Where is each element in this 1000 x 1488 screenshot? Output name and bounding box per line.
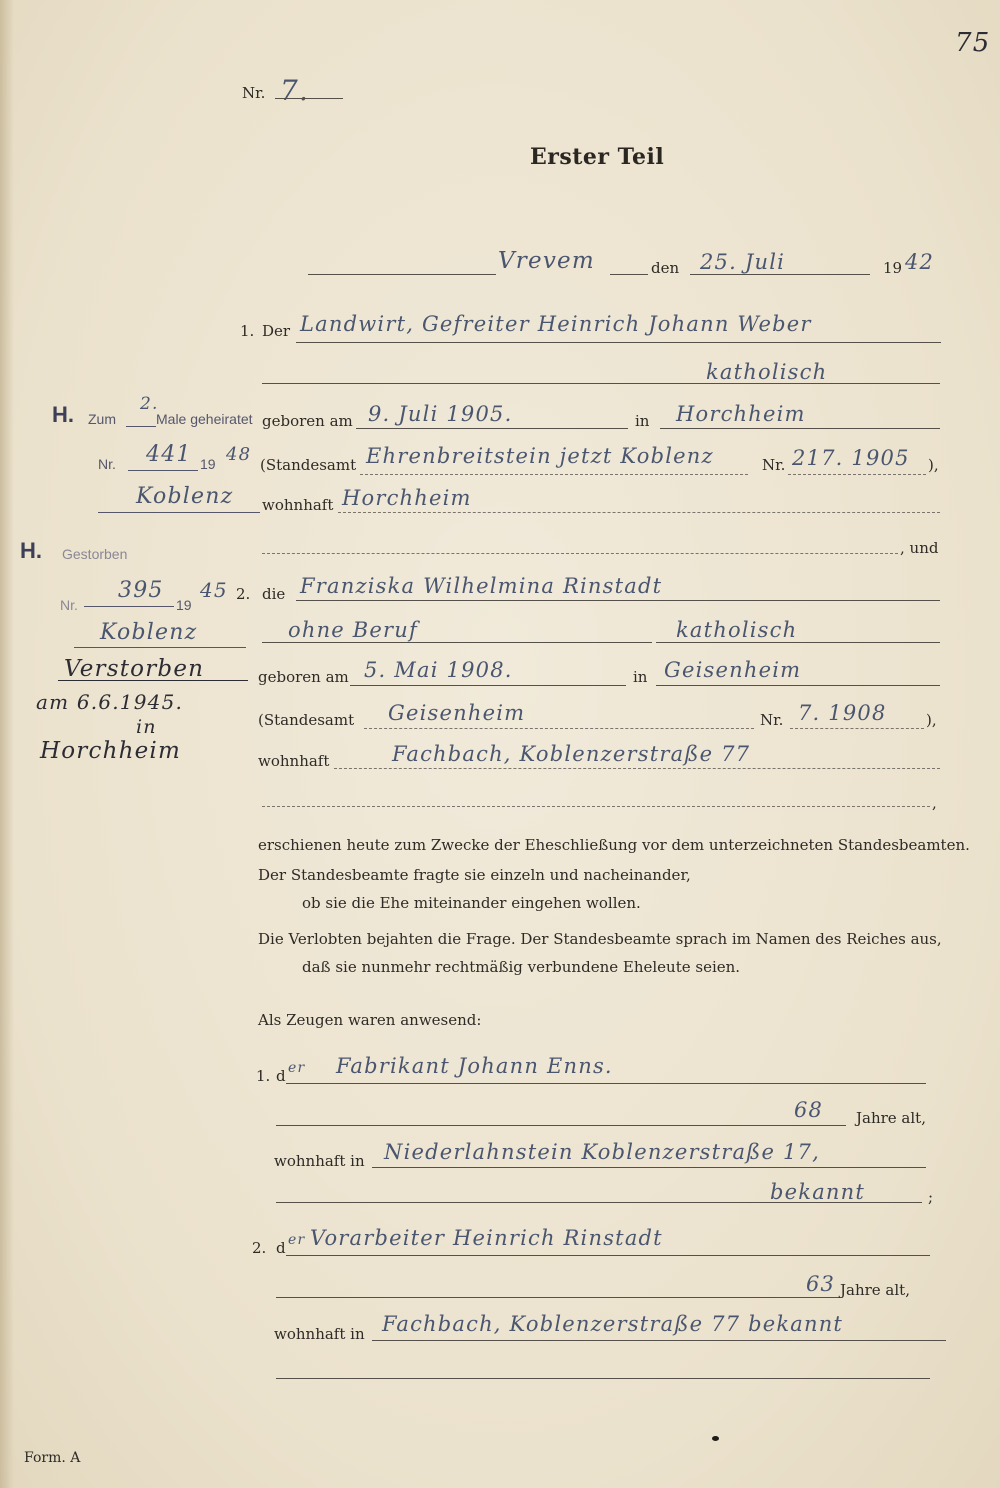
groom-line2-rule-a [262, 383, 702, 384]
groom-number: 1. [240, 322, 255, 340]
date-year: 42 [905, 250, 935, 274]
witness2-article-suffix: er [288, 1232, 306, 1248]
groom-registry-rule [360, 474, 748, 475]
date-den-label: den [651, 259, 680, 277]
body-text-line4: Die Verlobten bejahten die Frage. Der Standesbeamte sprach im Namen des Reiches aus, [258, 930, 942, 948]
witness1-number: 1. [256, 1067, 271, 1085]
groom-name-rule [296, 342, 941, 343]
bride-registry-name: Geisenheim [388, 701, 526, 725]
groom-residence-label: wohnhaft [262, 496, 334, 514]
witness2-residence-label: wohnhaft in [274, 1325, 365, 1343]
groom-religion: katholisch [706, 360, 828, 384]
ink-spot [712, 1436, 719, 1441]
groom-registry-label: (Standesamt [260, 456, 357, 474]
stamp1-count: 2. [140, 394, 159, 414]
stamp1-nr-label: Nr. [98, 456, 116, 472]
groom-blank-rule [262, 553, 898, 554]
bride-name-line: Franziska Wilhelmina Rinstadt [300, 574, 663, 598]
witness2-number: 2. [252, 1239, 267, 1257]
groom-registry-nr-rule [788, 474, 926, 475]
bride-registry-close: ), [926, 711, 937, 729]
bride-registry-rule [364, 728, 754, 729]
bride-blank-rule [262, 806, 930, 807]
record-number-value: 7. [280, 74, 310, 107]
form-label: Form. A [24, 1450, 81, 1466]
groom-residence: Horchheim [342, 486, 472, 510]
stamp1-year-prefix: 19 [200, 456, 216, 472]
stamp1-male: Male geheiratet [156, 411, 253, 427]
bride-registry-nr-rule [790, 728, 924, 729]
bride-in-label: in [633, 668, 648, 686]
bride-born-label: geboren am [258, 668, 349, 686]
bride-line2-rule-a [262, 642, 652, 643]
bride-religion: katholisch [676, 618, 798, 642]
witness1-article: d [276, 1067, 286, 1085]
date-line-day [690, 274, 870, 275]
groom-born-date: 9. Juli 1905. [368, 402, 513, 426]
stamp2-year-prefix: 19 [176, 597, 192, 613]
witness1-age-label: Jahre alt, [856, 1109, 926, 1127]
witness1-age: 68 [794, 1098, 824, 1122]
date-day-month: 25. Juli [700, 250, 786, 274]
witness2-age-rule-a [276, 1297, 806, 1298]
stamp2-nr-label: Nr. [60, 597, 78, 613]
witness1-residence: Niederlahnstein Koblenzerstraße 17, [384, 1140, 820, 1164]
groom-born-rule [356, 428, 628, 429]
stamp1-h: H. [52, 402, 74, 427]
stamp1-zum: Zum [88, 411, 116, 427]
body-text-line3: ob sie die Ehe miteinander eingehen wollen. [302, 894, 641, 912]
bride-residence-label: wohnhaft [258, 752, 330, 770]
witness1-line-end: ; [928, 1188, 934, 1206]
bride-residence-rule [334, 768, 940, 769]
stamp1-nr: 441 [146, 442, 192, 467]
witness2-name-rule [286, 1255, 930, 1256]
death-note-line4: Horchheim [40, 738, 181, 764]
groom-und-label: , und [900, 539, 939, 557]
binding-shadow [0, 0, 14, 1488]
witness2-residence-rule [372, 1340, 946, 1341]
witness2-name: Vorarbeiter Heinrich Rinstadt [310, 1226, 663, 1250]
stamp1-place-rule [98, 512, 260, 513]
body-text-line5: daß sie nunmehr rechtmäßig verbundene Eheleute seien. [302, 958, 741, 976]
bride-registry-nr-label: Nr. [760, 711, 784, 729]
witness1-note-rule-b [766, 1202, 922, 1203]
stamp1-place: Koblenz [136, 484, 234, 509]
witness1-article-suffix: er [288, 1060, 306, 1076]
bride-born-date: 5. Mai 1908. [364, 658, 513, 682]
bride-born-place: Geisenheim [664, 658, 802, 682]
witness1-age-rule-b [790, 1125, 846, 1126]
witness1-name: Fabrikant Johann Enns. [336, 1054, 613, 1078]
witness2-blank-rule [276, 1378, 930, 1379]
groom-registry-name: Ehrenbreitstein jetzt Koblenz [366, 444, 714, 468]
death-note-line1: Verstorben [64, 656, 205, 682]
body-text-line1: erschienen heute zum Zwecke der Eheschließung vor dem unterzeichneten Standesbeamten. [258, 836, 970, 854]
witness2-age: 63 [806, 1272, 836, 1296]
stamp2-gestorben: Gestorben [62, 546, 128, 562]
groom-der-label: Der [262, 322, 291, 340]
witness2-residence: Fachbach, Koblenzerstraße 77 bekannt [382, 1312, 844, 1336]
page-number: 75 [955, 28, 991, 58]
bride-number: 2. [236, 585, 251, 603]
death-note-line2: am 6.6.1945. [36, 690, 184, 714]
record-number-label: Nr. [242, 84, 266, 102]
witness2-age-rule-b [804, 1297, 840, 1298]
groom-registry-nr: 217. 1905 [792, 446, 910, 470]
witness1-residence-rule [372, 1167, 926, 1168]
groom-born-label: geboren am [262, 412, 353, 430]
bride-born-rule [350, 685, 626, 686]
groom-name-line: Landwirt, Gefreiter Heinrich Johann Weber [300, 312, 812, 336]
stamp2-nr: 395 [118, 578, 164, 603]
stamp2-year: 45 [200, 578, 228, 602]
stamp2-nr-rule [84, 606, 174, 607]
witnesses-heading: Als Zeugen waren anwesend: [258, 1011, 482, 1029]
witness2-article: d [276, 1239, 286, 1257]
groom-residence-rule [338, 512, 940, 513]
groom-place-rule [660, 428, 940, 429]
bride-line-end: , [932, 794, 937, 812]
witness1-residence-label: wohnhaft in [274, 1152, 365, 1170]
stamp2-h: H. [20, 538, 42, 563]
date-line-lead [308, 274, 496, 275]
bride-die-label: die [262, 585, 286, 603]
bride-registry-label: (Standesamt [258, 711, 355, 729]
body-text-line2: Der Standesbeamte fragte sie einzeln und nacheinander, [258, 866, 691, 884]
death-note-line3: in [136, 716, 157, 738]
bride-place-rule [656, 685, 940, 686]
witness1-age-rule-a [276, 1125, 790, 1126]
stamp1-nr-rule [128, 470, 198, 471]
date-place: Vrevem [498, 248, 595, 274]
groom-born-place: Horchheim [676, 402, 806, 426]
groom-in-label: in [635, 412, 650, 430]
groom-registry-nr-label: Nr. [762, 456, 786, 474]
page-title: Erster Teil [530, 144, 665, 170]
death-note-rule [58, 680, 248, 681]
stamp2-place: Koblenz [100, 620, 198, 645]
bride-registry-nr: 7. 1908 [798, 701, 887, 725]
bride-occupation: ohne Beruf [288, 618, 418, 642]
witness2-age-label: Jahre alt, [840, 1281, 910, 1299]
bride-residence: Fachbach, Koblenzerstraße 77 [392, 742, 751, 766]
date-year-prefix: 19 [883, 259, 903, 277]
witness1-note-rule-a [276, 1202, 766, 1203]
stamp1-year: 48 [226, 444, 252, 465]
date-line-place [610, 274, 648, 275]
stamp2-place-rule [74, 647, 246, 648]
stamp1-count-rule [126, 426, 156, 427]
bride-name-rule [296, 600, 940, 601]
groom-line2-rule-b [700, 383, 940, 384]
witness1-note: bekannt [770, 1180, 866, 1204]
record-number-line [275, 98, 343, 99]
groom-registry-close: ), [928, 456, 939, 474]
witness1-name-rule [286, 1083, 926, 1084]
bride-line2-rule-b [656, 642, 940, 643]
